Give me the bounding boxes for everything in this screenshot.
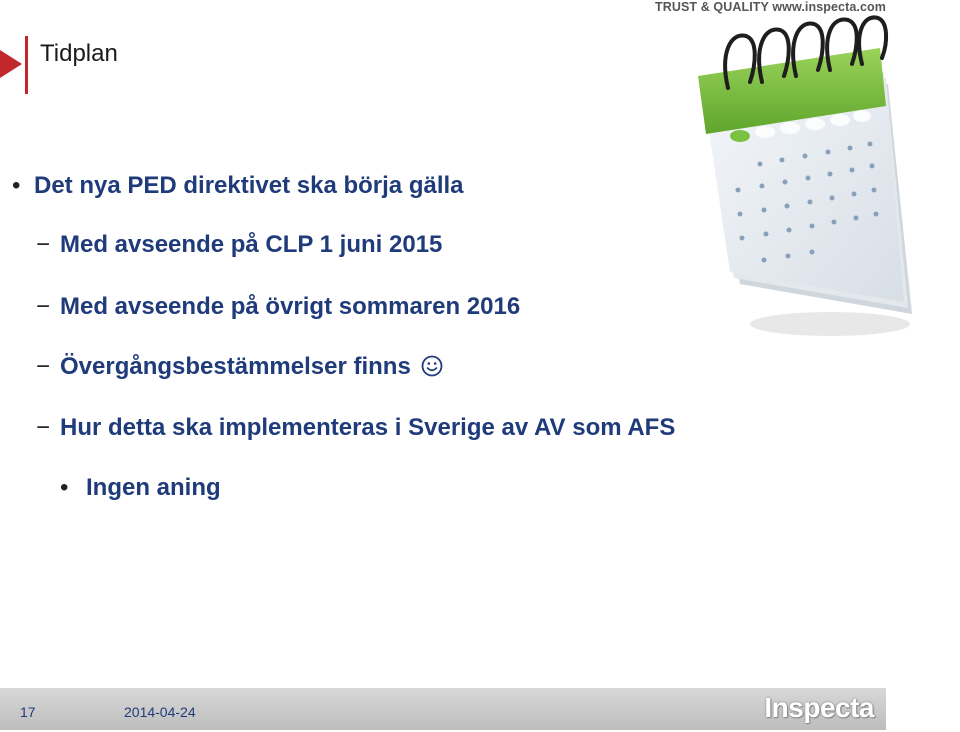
list-item (12, 172, 464, 200)
red-arrow-marker-icon (0, 36, 30, 94)
list-item-text: Hur detta ska implementeras i Sverige av AV som AFS (60, 414, 676, 441)
list-item (36, 293, 520, 321)
smiley-face-icon (421, 355, 443, 377)
list-item (36, 231, 442, 259)
footer-date: 2014-04-24 (124, 704, 196, 720)
dash-marker: − (36, 353, 51, 380)
dash-marker: − (36, 293, 51, 320)
page-number: 17 (20, 704, 36, 720)
list-item (36, 414, 675, 442)
calendar-icon (690, 14, 915, 344)
list-item-text: Övergångsbestämmelser finns (60, 353, 411, 380)
list-item (60, 474, 221, 502)
list-item-text: Med avseende på CLP 1 juni 2015 (60, 231, 443, 258)
bullet-marker: • (12, 172, 21, 199)
dash-marker: − (36, 231, 51, 258)
dash-marker: − (36, 414, 51, 441)
list-item (36, 353, 443, 381)
brand-tagline: TRUST & QUALITY www.inspecta.com (654, 0, 886, 14)
bullet-marker: • (60, 474, 69, 501)
list-item-text: Med avseende på övrigt sommaren 2016 (60, 293, 521, 320)
footer-bar (0, 688, 886, 730)
slide-title: Tidplan (40, 40, 118, 67)
inspecta-logo: Inspecta (764, 692, 874, 723)
list-item-text: Det nya PED direktivet ska börja gälla (34, 172, 464, 199)
list-item-text: Ingen aning (86, 474, 221, 501)
